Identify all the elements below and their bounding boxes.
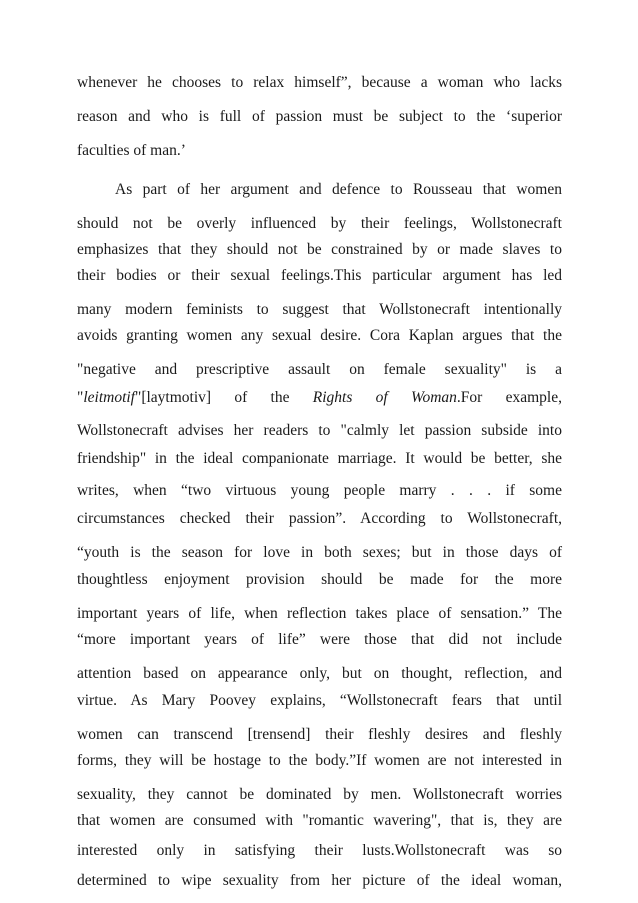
- text-line: writes, when “two virtuous young people marry . . . if some: [77, 482, 562, 499]
- text-line: Wollstonecraft advises her readers to "calmly let passion subside into: [77, 422, 562, 439]
- text-line: interested only in satisfying their lusts.Wollstonecraft was so: [77, 842, 562, 859]
- text-line: reason and who is full of passion must be subject to the ‘superior: [77, 108, 562, 125]
- text-line: many modern feminists to suggest that Wollstonecraft intentionally: [77, 301, 562, 318]
- text-line: women can transcend [trensend] their fleshly desires and fleshly: [77, 726, 562, 743]
- text-line: their bodies or their sexual feelings.This particular argument has led: [77, 267, 562, 284]
- text-line: attention based on appearance only, but on thought, reflection, and: [77, 665, 562, 682]
- text-run: "[laytmotiv] of the: [135, 389, 313, 406]
- paragraph-first-line: As part of her argument and defence to Rousseau that women: [115, 181, 562, 198]
- italic-term-leitmotif: leitmotif: [83, 389, 135, 406]
- text-line: whenever he chooses to relax himself”, because a woman who lacks: [77, 74, 562, 91]
- text-line: thoughtless enjoyment provision should be made for the more: [77, 571, 562, 588]
- italic-title-rights-of-woman: Rights of Woman: [312, 389, 457, 406]
- text-line: virtue. As Mary Poovey explains, “Wollstonecraft fears that until: [77, 692, 562, 709]
- text-line: emphasizes that they should not be constrained by or made slaves to: [77, 241, 562, 258]
- text-line: “more important years of life” were those that did not include: [77, 631, 562, 648]
- text-line: “youth is the season for love in both sexes; but in those days of: [77, 544, 562, 561]
- text-line: forms, they will be hostage to the body.”If women are not interested in: [77, 752, 562, 769]
- text-line: sexuality, they cannot be dominated by men. Wollstonecraft worries: [77, 786, 562, 803]
- text-line: faculties of man.’: [77, 142, 186, 159]
- text-line: determined to wipe sexuality from her picture of the ideal woman,: [77, 872, 562, 889]
- text-line: friendship" in the ideal companionate marriage. It would be better, she: [77, 450, 562, 467]
- text-line: should not be overly influenced by their feelings, Wollstonecraft: [77, 215, 562, 232]
- text-run: ": [77, 389, 84, 406]
- text-line: important years of life, when reflection takes place of sensation.” The: [77, 605, 562, 622]
- text-line: avoids granting women any sexual desire. Cora Kaplan argues that the: [77, 327, 562, 344]
- text-run: .For example,: [456, 389, 562, 406]
- text-line: that women are consumed with "romantic wavering", that is, they are: [77, 812, 562, 829]
- text-line: "negative and prescriptive assault on female sexuality" is a: [77, 361, 562, 378]
- text-line-with-italics: [77, 385, 562, 411]
- text-line: circumstances checked their passion”. According to Wollstonecraft,: [77, 510, 562, 527]
